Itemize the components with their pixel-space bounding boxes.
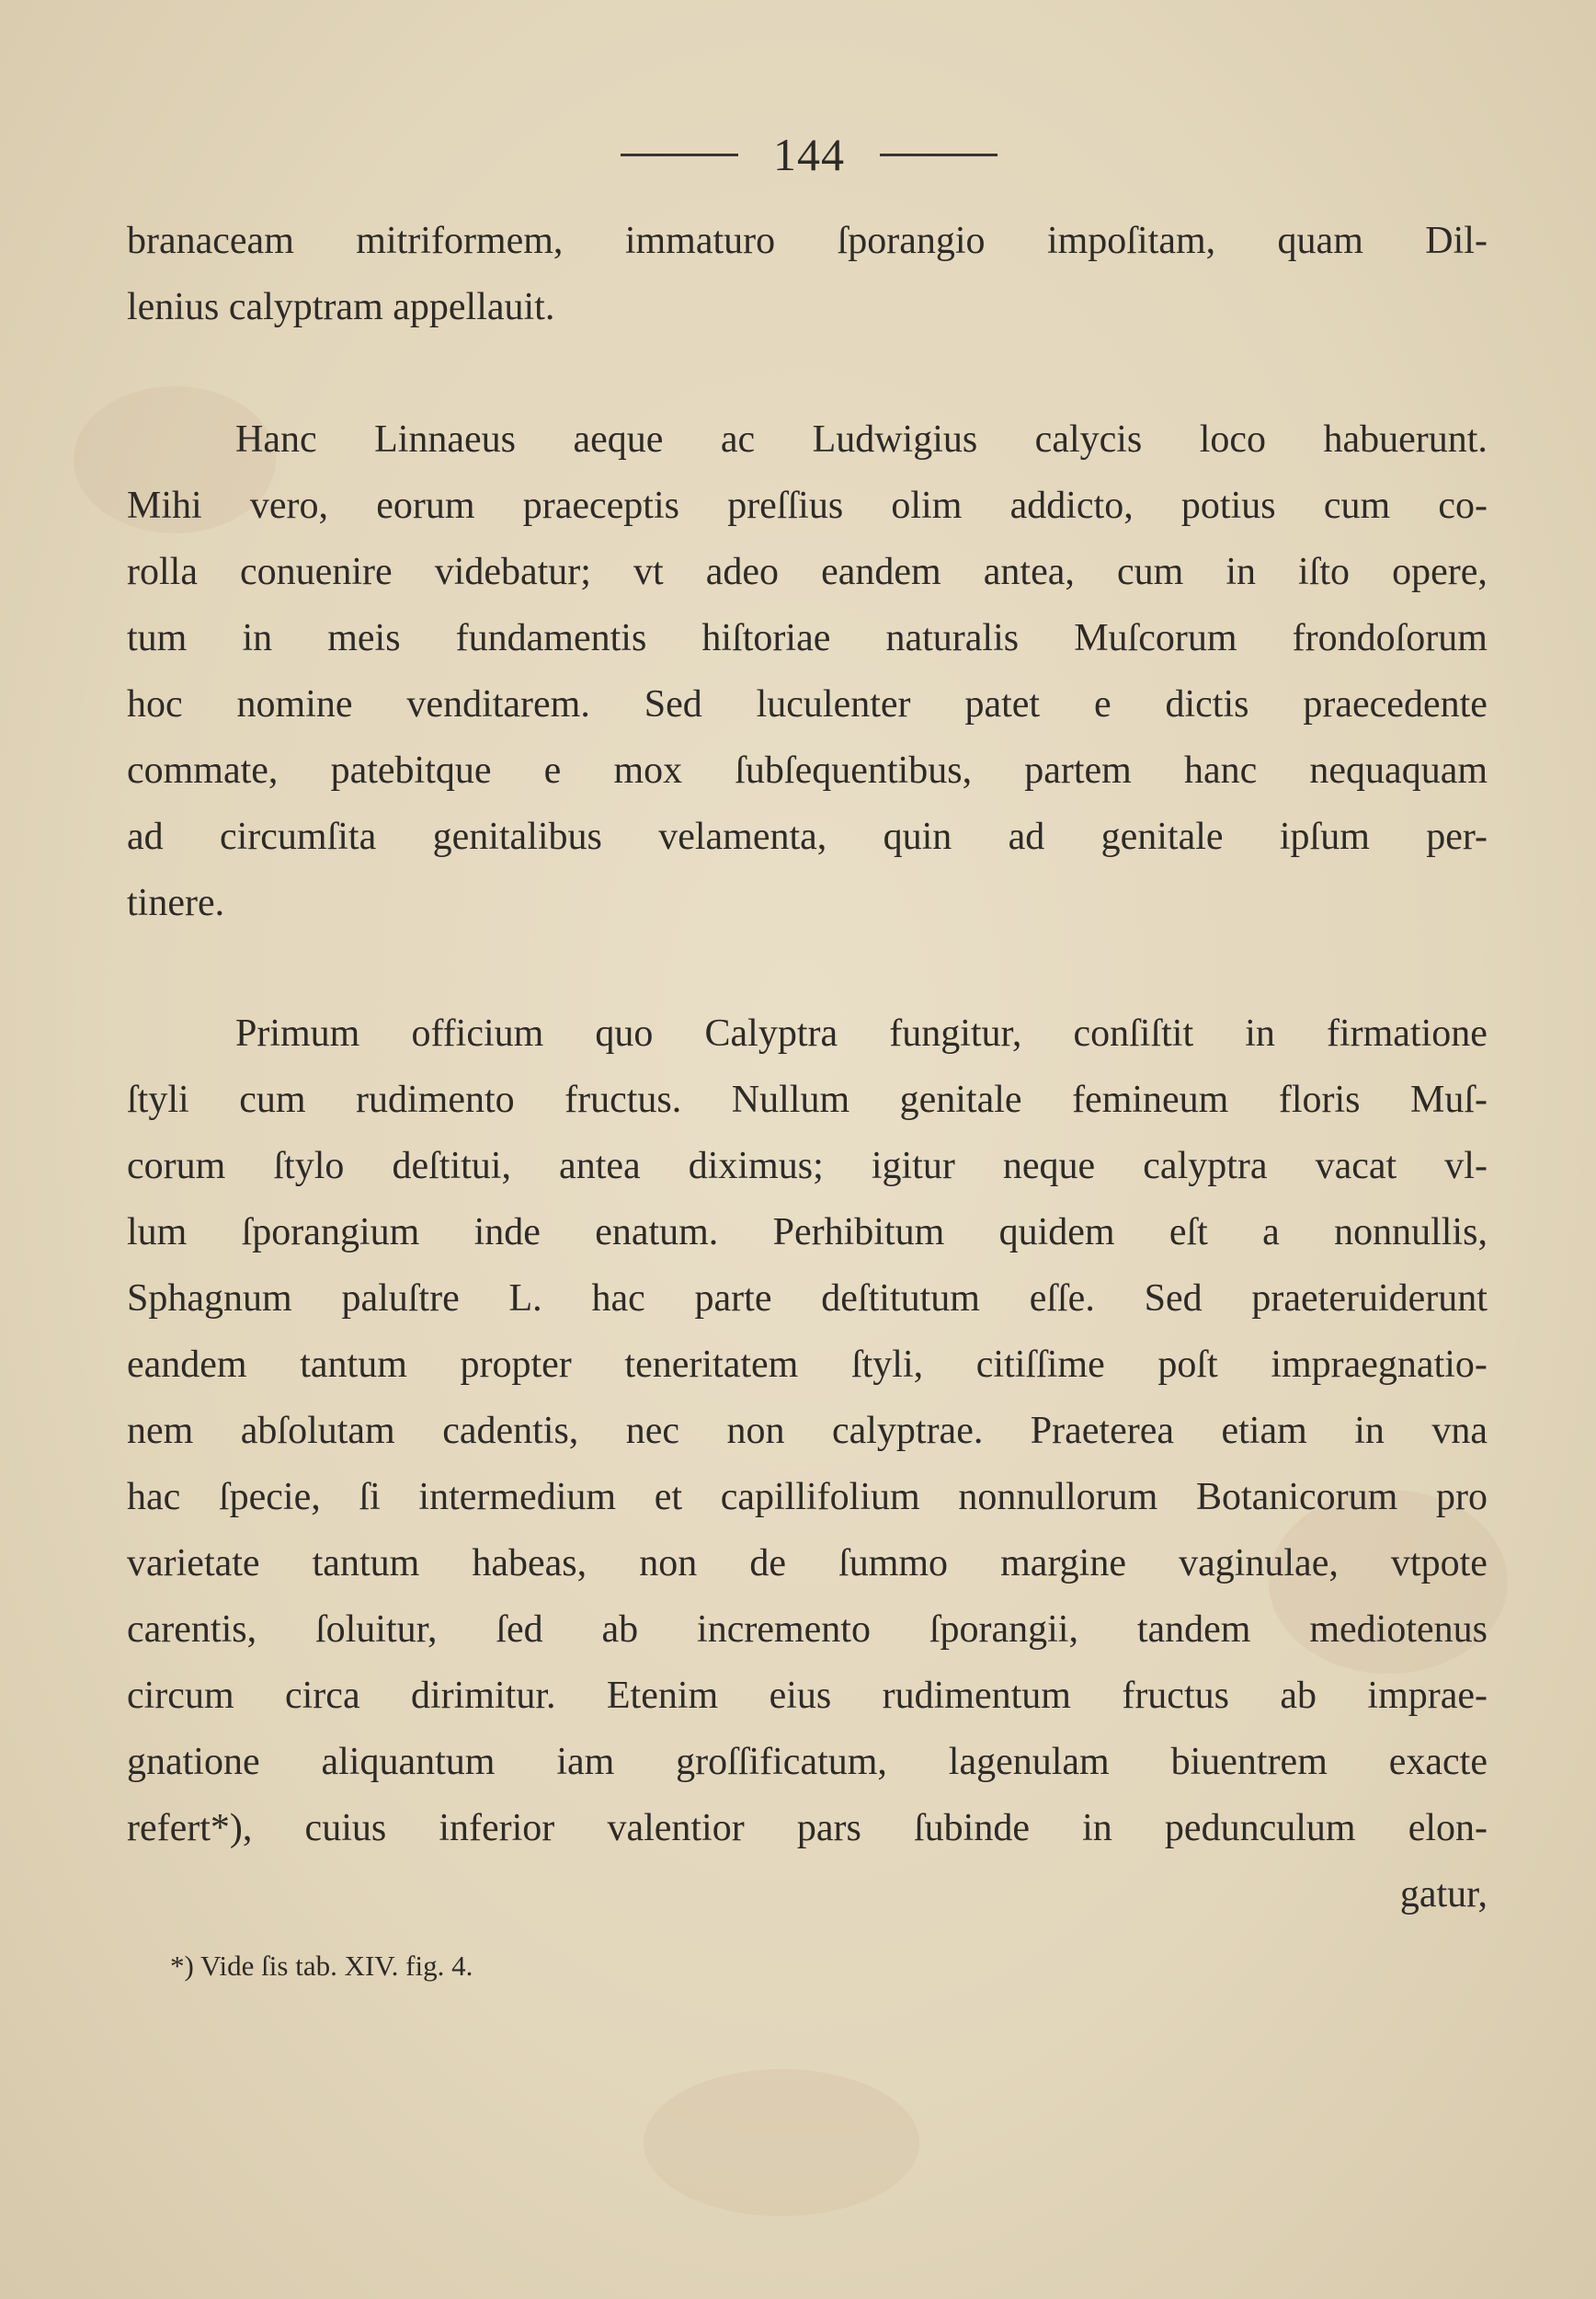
text-line: lenius calyptram appellauit. (127, 286, 555, 328)
paragraph-2 (127, 406, 1488, 936)
text-line: lum ſporangium inde enatum. Perhibitum quidem eſt a nonnullis, (127, 1211, 1488, 1253)
text-line: Primum officium quo Calyptra fungitur, conſiſtit in firmatione (235, 1012, 1488, 1055)
paragraph-1 (127, 208, 1488, 340)
page-number: 144 (773, 129, 845, 180)
header-rule-left (621, 154, 738, 156)
paper-stain (644, 2069, 919, 2216)
text-line: hoc nomine venditarem. Sed luculenter patet e dictis praecedente (127, 683, 1488, 726)
text-line: Mihi vero, eorum praeceptis preſſius olim addicto, potius cum co- (127, 485, 1488, 527)
text-line: varietate tantum habeas, non de ſummo margine vaginulae, vtpote (127, 1542, 1488, 1584)
text-line: branaceam mitriformem, immaturo ſporangio impoſitam, quam Dil- (127, 220, 1488, 262)
text-line: tum in meis fundamentis hiſtoriae naturalis Muſcorum frondoſorum (127, 617, 1488, 659)
paragraph-3 (127, 1001, 1488, 1927)
text-line: carentis, ſoluitur, ſed ab incremento ſporangii, tandem mediotenus (127, 1608, 1488, 1651)
header-rule-right (880, 154, 998, 156)
text-line: refert*), cuius inferior valentior pars ſubinde in pedunculum elon- (127, 1807, 1488, 1849)
text-line: hac ſpecie, ſi intermedium et capillifolium nonnullorum Botanicorum pro (127, 1476, 1488, 1518)
text-line: circum circa dirimitur. Etenim eius rudimentum fructus ab imprae- (127, 1675, 1488, 1717)
text-line: eandem tantum propter teneritatem ſtyli, citiſſime poſt impraegnatio- (127, 1344, 1488, 1386)
catchword: gatur, (1399, 1873, 1488, 1916)
text-line: corum ſtylo deſtitui, antea diximus; igitur neque calyptra vacat vl- (127, 1145, 1488, 1187)
text-line: rolla conuenire videbatur; vt adeo eandem antea, cum in iſto opere, (127, 551, 1488, 593)
footnote: *) Vide ſis tab. XIV. fig. 4. (170, 1950, 473, 1982)
text-line: nem abſolutam cadentis, nec non calyptrae. Praeterea etiam in vna (127, 1410, 1488, 1452)
text-line: gnatione aliquantum iam groſſificatum, lagenulam biuentrem exacte (127, 1741, 1488, 1783)
text-line: Sphagnum paluſtre L. hac parte deſtitutum eſſe. Sed praeteruiderunt (127, 1277, 1488, 1320)
text-line: commate, patebitque e mox ſubſequentibus, partem hanc nequaquam (127, 749, 1488, 792)
page-header (598, 127, 1020, 182)
text-line: tinere. (127, 882, 225, 924)
text-line: ad circumſita genitalibus velamenta, quin ad genitale ipſum per- (127, 816, 1488, 858)
text-line: ſtyli cum rudimento fructus. Nullum genitale femineum floris Muſ- (127, 1079, 1488, 1121)
text-line: Hanc Linnaeus aeque ac Ludwigius calycis loco habuerunt. (235, 418, 1488, 461)
